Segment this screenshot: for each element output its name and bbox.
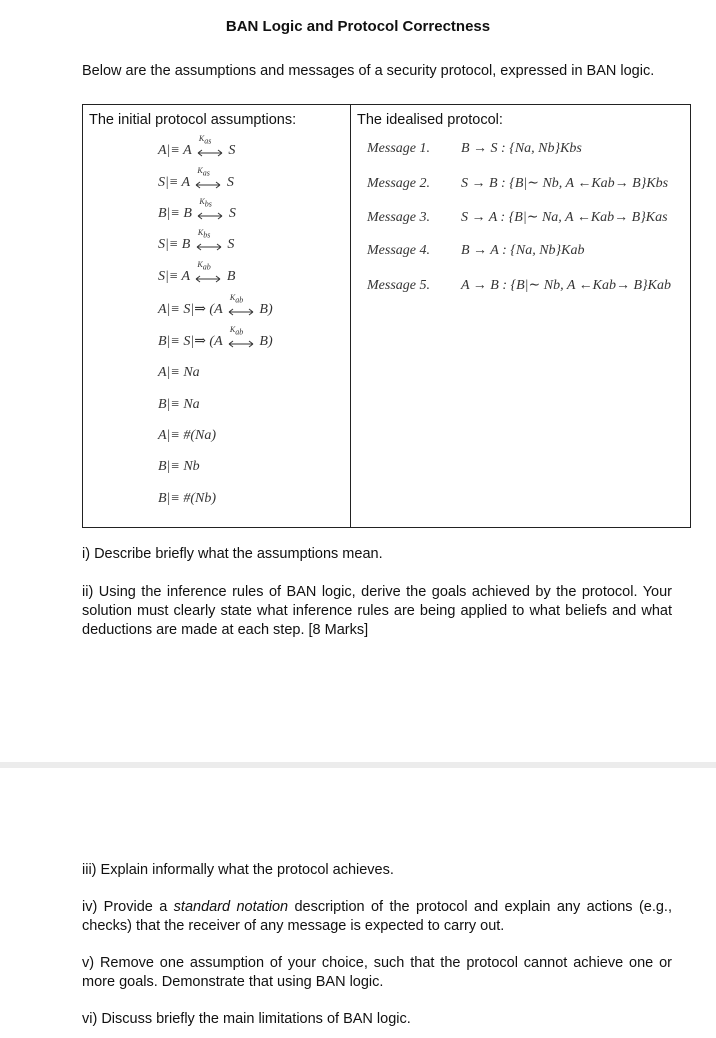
message-5 xyxy=(367,277,671,294)
assumption-10: A|≡ #(Na) xyxy=(158,428,217,443)
key-arrow-icon: $K_{ab}$ xyxy=(228,302,254,316)
message-body: B → A : {Na, Nb}Kab xyxy=(461,243,585,258)
message-label: Message 1. xyxy=(367,141,430,156)
key-arrow-icon: $K_{bs}$ xyxy=(196,237,222,251)
assumption-11: B|≡ Nb xyxy=(158,459,200,474)
page-title: BAN Logic and Protocol Correctness xyxy=(225,18,491,35)
idealised-header: The idealised protocol: xyxy=(357,112,503,128)
question-iv: iv) Provide a standard notation description of the protocol and explain any actions (e.g., checks) that the receiver of any message is expected to carry out. xyxy=(82,899,672,934)
assumption-3: B|≡ B $K_{bs}$ S xyxy=(158,197,236,221)
emphasis-standard-notation: standard notation xyxy=(173,899,289,915)
question-iii: iii) Explain informally what the protocol achieves. xyxy=(82,862,394,878)
message-body: A → B : {B|∼ Nb, A ←Kab→ B}Kab xyxy=(461,278,671,293)
message-body: S → B : {B|∼ Nb, A ←Kab→ B}Kbs xyxy=(461,176,669,191)
assumption-5: S|≡ A $K_{ab}$ B xyxy=(158,260,236,284)
message-4 xyxy=(367,243,584,259)
assumption-1: A|≡ A $K_{as}$ S xyxy=(158,134,236,158)
assumption-7: B|≡ S|⇒ (A $K_{ab}$ B) xyxy=(158,325,273,349)
message-1 xyxy=(367,141,582,157)
assumption-9: B|≡ Na xyxy=(158,397,200,412)
message-body: S → A : {B|∼ Na, A ←Kab→ B}Kas xyxy=(461,210,668,225)
assumption-4: S|≡ B $K_{bs}$ S xyxy=(158,228,235,252)
question-ii: ii) Using the inference rules of BAN logic, derive the goals achieved by the protocol. Your solution must clearly state what inference rules are being applied to what beliefs and what deductions are made at each step. [8 Marks] xyxy=(82,584,672,638)
protocol-table xyxy=(82,104,691,528)
assumption-6: A|≡ S|⇒ (A $K_{ab}$ B) xyxy=(158,293,273,317)
column-divider xyxy=(350,105,351,527)
assumption-2: S|≡ A $K_{as}$ S xyxy=(158,166,234,190)
page-break-divider xyxy=(0,762,716,768)
key-arrow-icon: $K_{as}$ xyxy=(195,175,221,189)
message-label: Message 5. xyxy=(367,278,430,293)
intro-paragraph: Below are the assumptions and messages of a security protocol, expressed in BAN logic. xyxy=(82,63,655,79)
question-i: i) Describe briefly what the assumptions mean. xyxy=(82,546,383,562)
question-vi: vi) Discuss briefly the main limitations of BAN logic. xyxy=(82,1011,411,1027)
key-arrow-icon: $K_{bs}$ xyxy=(197,206,223,220)
message-body: B → S : {Na, Nb}Kbs xyxy=(461,141,582,156)
assumption-12: B|≡ #(Nb) xyxy=(158,491,217,506)
key-arrow-icon: $K_{as}$ xyxy=(197,143,223,157)
assumption-8: A|≡ Na xyxy=(158,365,200,380)
message-2 xyxy=(367,175,668,192)
question-v: v) Remove one assumption of your choice, such that the protocol cannot achieve one or more goals. Demonstrate that using BAN logic. xyxy=(82,955,672,990)
assumptions-header: The initial protocol assumptions: xyxy=(89,112,297,128)
message-3 xyxy=(367,209,668,226)
message-label: Message 3. xyxy=(367,210,430,225)
message-label: Message 4. xyxy=(367,243,430,258)
message-label: Message 2. xyxy=(367,176,430,191)
key-arrow-icon: $K_{ab}$ xyxy=(228,334,254,348)
key-arrow-icon: $K_{ab}$ xyxy=(195,269,221,283)
